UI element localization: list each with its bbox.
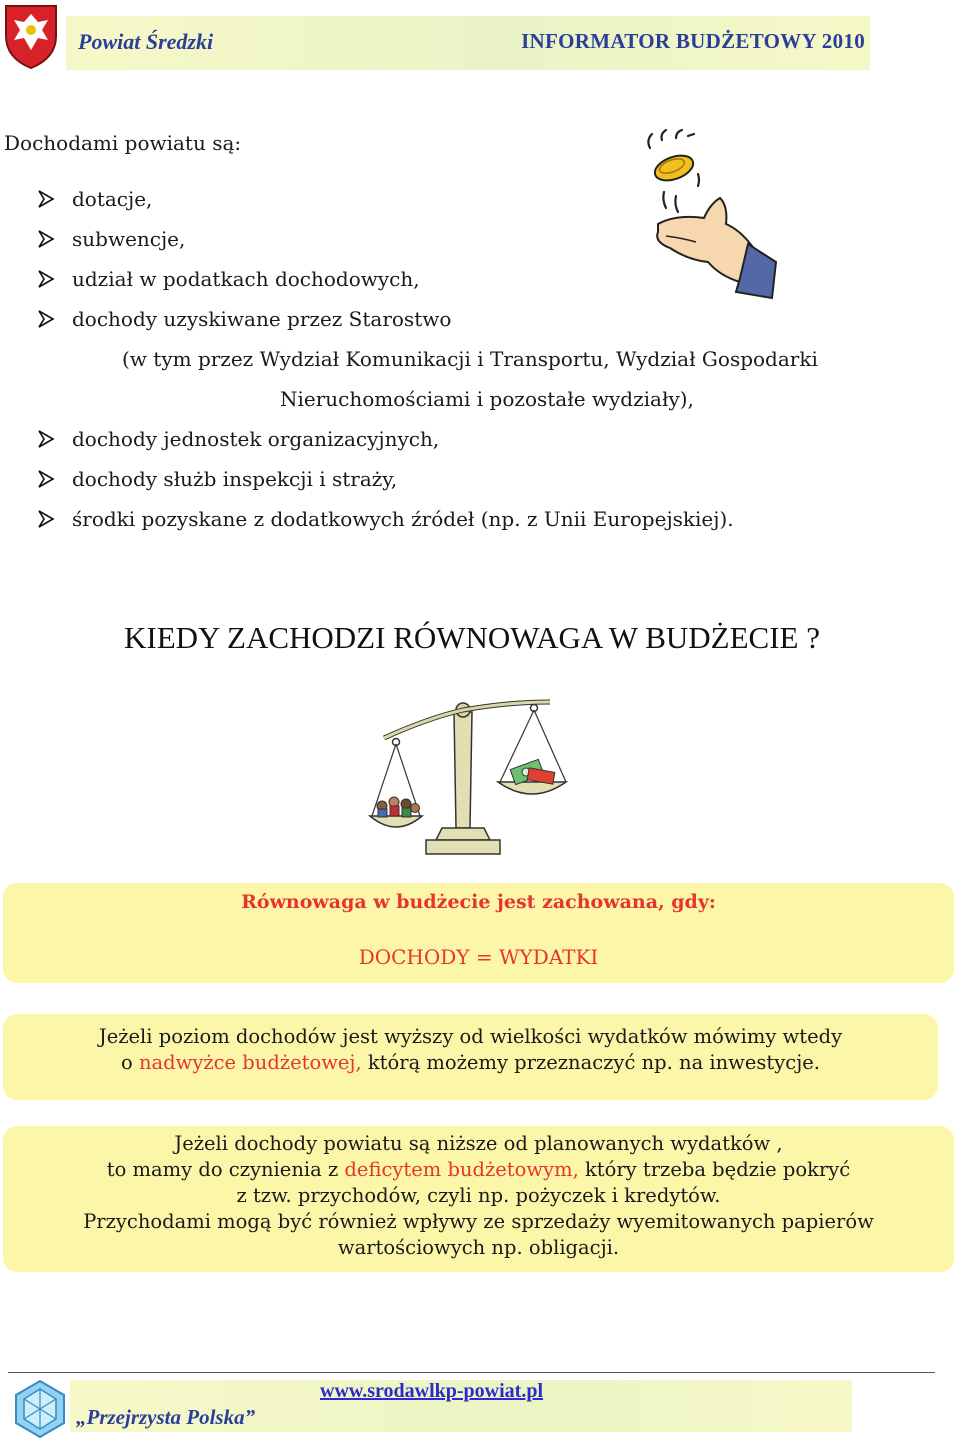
balance-condition-title: Równowaga w budżecie jest zachowana, gdy:: [241, 891, 716, 913]
intro-text: Dochodami powiatu są:: [4, 131, 242, 155]
surplus-text-line: o nadwyżce budżetowej, którą możemy przeznaczyć np. na inwestycje.: [121, 1051, 820, 1074]
deficit-text-line: to mamy do czynienia z deficytem budżetowym, który trzeba będzie pokryć: [106, 1158, 851, 1181]
arrow-bullet-icon: [37, 468, 55, 490]
arrow-bullet-icon: [37, 188, 55, 210]
arrow-bullet-icon: [37, 428, 55, 450]
list-continuation-line: (w tym przez Wydział Komunikacji i Transportu, Wydział Gospodarki: [122, 347, 818, 371]
arrow-bullet-icon: [37, 268, 55, 290]
surplus-text-line: Jeżeli poziom dochodów jest wyższy od wielkości wydatków mówimy wtedy: [98, 1025, 843, 1048]
coat-of-arms-icon: [2, 0, 60, 70]
header-county-name: Powiat Średzki: [78, 29, 214, 54]
header-title: INFORMATOR BUDŻETOWY 2010: [521, 29, 865, 53]
deficit-text-line: Jeżeli dochody powiatu są niższe od planowanych wydatków ,: [174, 1132, 783, 1155]
deficit-box: [3, 1126, 954, 1272]
balance-condition-box: [3, 883, 954, 983]
footer-motto: „Przejrzysta Polska”: [76, 1405, 256, 1429]
deficit-text-line: wartościowych np. obligacji.: [337, 1236, 620, 1259]
balance-formula: DOCHODY = WYDATKI: [358, 945, 599, 969]
deficit-term: deficytem budżetowym,: [344, 1158, 579, 1181]
footer-divider: [8, 1372, 935, 1373]
deficit-text-line: Przychodami mogą być również wpływy ze sprzedaży wyemitowanych papierów: [83, 1210, 874, 1233]
arrow-bullet-icon: [37, 228, 55, 250]
deficit-text-line: z tzw. przychodów, czyli np. pożyczek i kredytów.: [236, 1184, 721, 1207]
list-continuation-line: Nieruchomościami i pozostałe wydziały),: [280, 387, 694, 411]
footer-website-link[interactable]: www.srodawlkp-powiat.pl: [320, 1380, 544, 1402]
arrow-bullet-icon: [37, 308, 55, 330]
section-heading: KIEDY ZACHODZI RÓWNOWAGA W BUDŻECIE ?: [124, 620, 820, 655]
surplus-term: nadwyżce budżetowej,: [138, 1051, 362, 1074]
balance-scale-icon: [368, 688, 568, 860]
surplus-box: [3, 1014, 938, 1100]
coin-flip-hand-icon: [636, 126, 786, 306]
arrow-bullet-icon: [37, 508, 55, 530]
transparent-poland-logo-icon: [12, 1379, 68, 1439]
